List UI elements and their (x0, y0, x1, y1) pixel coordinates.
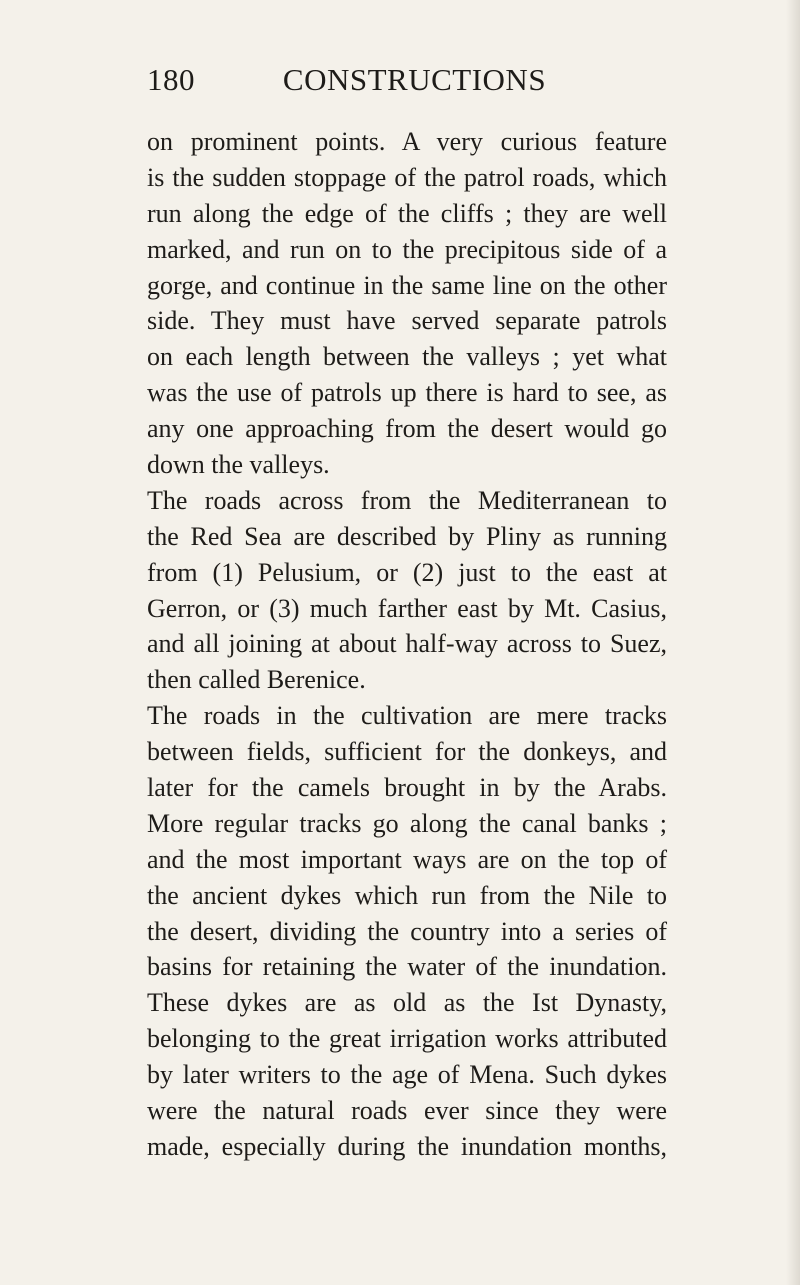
text-line: the ancient dykes which run from the Nile to (147, 880, 667, 910)
text-line: on each length between the valleys ; yet what (147, 342, 667, 372)
text-line: any one approaching from the desert would go (147, 414, 667, 444)
text-line: is the sudden stoppage of the patrol roads, which (147, 162, 667, 192)
text-line: made, especially during the inundation months, (147, 1131, 667, 1161)
text-line: was the use of patrols up there is hard to see, as (147, 378, 667, 408)
text-line: gorge, and continue in the same line on the other (147, 270, 667, 300)
body-text (147, 124, 667, 1165)
page-number: 180 (147, 62, 195, 97)
text-line: basins for retaining the water of the inundation. (147, 952, 667, 982)
text-line: the desert, dividing the country into a series of (147, 916, 667, 946)
text-line: The roads across from the Mediterranean to (147, 485, 667, 515)
text-line: on prominent points. A very curious feature (147, 127, 667, 156)
text-line: between fields, sufficient for the donkeys, and (147, 737, 667, 767)
text-line: These dykes are as old as the Ist Dynasty, (147, 988, 667, 1018)
text-line: side. They must have served separate patrols (147, 306, 667, 336)
text-line: the Red Sea are described by Pliny as running (147, 521, 667, 551)
text-line: by later writers to the age of Mena. Such dykes (147, 1060, 667, 1090)
text-line: run along the edge of the cliffs ; they are well (147, 198, 667, 228)
text-line: More regular tracks go along the canal banks ; (147, 808, 667, 838)
text-line: The roads in the cultivation are mere tracks (147, 701, 667, 731)
text-line: down the valleys. (147, 450, 330, 480)
text-line: marked, and run on to the precipitous side of a (147, 234, 667, 264)
text-line: then called Berenice. (147, 665, 366, 695)
text-line: Gerron, or (3) much farther east by Mt. Casius, (147, 593, 667, 623)
running-head (147, 62, 652, 110)
text-line: were the natural roads ever since they were (147, 1096, 667, 1126)
text-line: and the most important ways are on the top of (147, 844, 667, 874)
text-line: belonging to the great irrigation works attributed (147, 1024, 667, 1054)
text-line: later for the camels brought in by the Arabs. (147, 773, 667, 803)
page-title: CONSTRUCTIONS (282, 62, 547, 97)
page-edge-shadow (786, 0, 800, 1285)
text-line: from (1) Pelusium, or (2) just to the east at (147, 557, 667, 587)
text-line: and all joining at about half-way across to Suez, (147, 629, 667, 659)
